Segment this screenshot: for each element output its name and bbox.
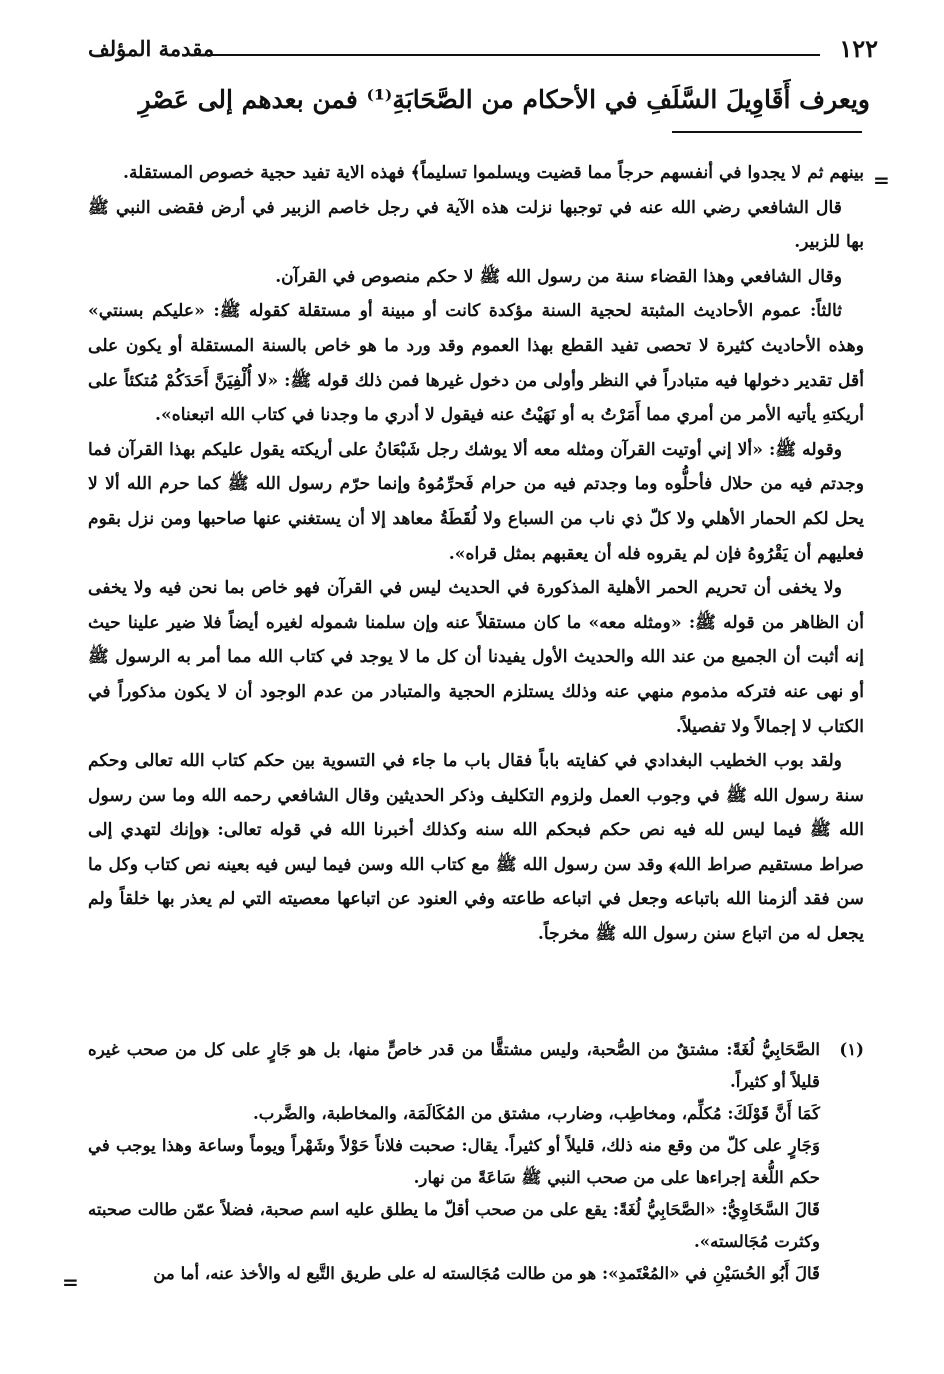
commentary-paragraph: وقوله ﷺ: «ألا إني أوتيت القرآن ومثله معه ألا يوشك رجل شَبْعَانُ على أريكته يقول عليكم بهذا القرآن فما وجدتم فيه من حلال فأحلُّوه وما وجدتم فيه من حرام فَحرِّمُوهُ وإنما حرّم رسول الله ﷺ كما حرم الله ألا لا يحل لكم الحمار الأهلي ولا كلّ ذي ناب من السباع ولا لُقَطَةُ معاهد إلا أن يستغني عنها صاحبها ومن نزل بقوم فعليهم أن يَقْرُوهُ فإن لم يقروه فله أن يعقبهم بمثل قراه». — [88, 439, 864, 564]
header-rule — [196, 54, 820, 56]
continuation-mark-bottom: = — [62, 1270, 79, 1294]
main-text-rule — [672, 131, 862, 133]
commentary-paragraph: قال الشافعي رضي الله عنه في توجبها نزلت هذه الآية في رجل خاصم الزبير في أرض فقضى النبي ﷺ بها للزبير. — [88, 197, 864, 253]
footnotes — [88, 1033, 864, 1289]
footnote-paragraph: وَجَارٍ على كلّ من وقع منه ذلك، قليلاً أو كثيراً. يقال: صحبت فلاناً حَوْلاً وشَهْراً ويوماً وساعة وهذا يوجب في حكم اللُّغة إجراءها على من صحب النبي ﷺ سَاعَةً من نهار. — [88, 1135, 820, 1187]
commentary-body — [88, 156, 864, 952]
footnote-paragraph: قَالَ أَبُو الحُسَيْنِ في «المُعْتَمدِ»: هو من طالت مُجَالسته له على طريق التَّبع له والأخذ عنه، أما من — [153, 1263, 820, 1283]
commentary-paragraph: وقال الشافعي وهذا القضاء سنة من رسول الله ﷺ لا حكم منصوص في القرآن. — [275, 266, 842, 287]
commentary-paragraph: ثالثاً: عموم الأحاديث المثبتة لحجية السنة مؤكدة كانت أو مبينة أو مستقلة كقوله ﷺ: «عليكم بسنتي» وهذه الأحاديث كثيرة لا تحصى تفيد القطع بهذا العموم وقد ورد ما هو خاص بالسنة المستقلة أو يكون على أقل تقدير دخولها فيه متبادراً في النظر وأولى من دخول غيرها فمن ذلك قوله ﷺ: «لا أُلْفِيَنَّ أَحَدَكُمْ مُتكئاً على أريكتهِ يأتيه الأمر من أمري مما أَمَرْتُ به أو نَهَيْتُ عنه فيقول لا أدري ما وجدنا في كتاب الله اتبعناه». — [88, 301, 864, 426]
commentary-paragraph: ولا يخفى أن تحريم الحمر الأهلية المذكورة في الحديث ليس في القرآن فهو خاص بما نحن فيه ولا يخفى أن الظاهر من قوله ﷺ: «ومثله معه» ما كان مستقلاً عنه وإن سلمنا شموله لغيره أيضاً فلا ضير علينا حيث إنه أثبت أن الجميع من عند الله والحديث الأول يفيدنا أن كل ما لا يوجد في كتاب الله مما أمر به الرسول ﷺ أو نهى عنه فتركه مذموم منهي عنه وذلك يستلزم الحجية والمتبادر من عدم الوجود أن لا يكون مذكوراً في الكتاب لا إجمالاً ولا تفصيلاً. — [88, 578, 864, 737]
footnote-first — [88, 1033, 864, 1097]
main-text-line: ويعرف أَقَاوِيلَ السَّلَفِ في الأحكام من الصَّحَابَةِ⁽¹⁾ فمن بعدهم إلى عَصْرِ — [138, 85, 870, 114]
commentary-paragraph: ولقد بوب الخطيب البغدادي في كفايته باباً فقال باب ما جاء في التسوية بين حكم كتاب الله تعالى وحكم سنة رسول الله ﷺ في وجوب العمل ولزوم التكليف وذكر الحديثين وقال الشافعي رحمه الله وما سن رسول الله ﷺ فيما ليس لله فيه نص حكم فبحكم الله سنه وكذلك أخبرنا الله في قوله تعالى: ﴿وإنك لتهدي إلى صراط مستقيم صراط الله﴾ وقد سن رسول الله ﷺ مع كتاب الله وسن فيما ليس فيه بعينه نص كتاب وكل ما سن فقد ألزمنا الله باتباعه وجعل في اتباعه طاعته وفي العنود عن اتباعها معصيته التي لم يعذر بها خلقاً ولم يجعل له من اتباع سنن رسول الله ﷺ مخرجاً. — [88, 751, 864, 945]
footnote-paragraph: قَالَ السَّخَاوِيُّ: «الصَّحَابِيُّ لُغَةً: يقع على من صحب أقلّ ما يطلق عليه اسم صحبة، فضلاً عمّن طالت صحبته وكثرت مُجَالسته». — [88, 1199, 820, 1251]
commentary-paragraph: بينهم ثم لا يجدوا في أنفسهم حرجاً مما قضيت ويسلموا تسليماً﴾ فهذه الاية تفيد حجية خصوص المستقلة. — [122, 163, 864, 183]
section-title: مقدمة المؤلف — [88, 36, 215, 61]
footnote-number: (١) — [839, 1039, 864, 1059]
page-header — [88, 34, 878, 64]
page-number: ١٢٢ — [839, 34, 878, 63]
footnote-paragraph: كَمَا أَنَّ قَوْلَكَ: مُكلِّم، ومخاطِب، وضارب، مشتق من المُكَالَمَة، والمخاطبة، والضَّرب. — [253, 1103, 820, 1123]
continuation-mark-top: = — [873, 168, 890, 192]
footnote-text: الصَّحَابِيُّ لُغَةً: مشتقٌ من الصُّحبة، وليس مشتقًّا من قدر خاصٍّ منها، بل هو جَارٍ على كل من صحب غيره قليلاً أو كثيراً. — [88, 1039, 820, 1091]
